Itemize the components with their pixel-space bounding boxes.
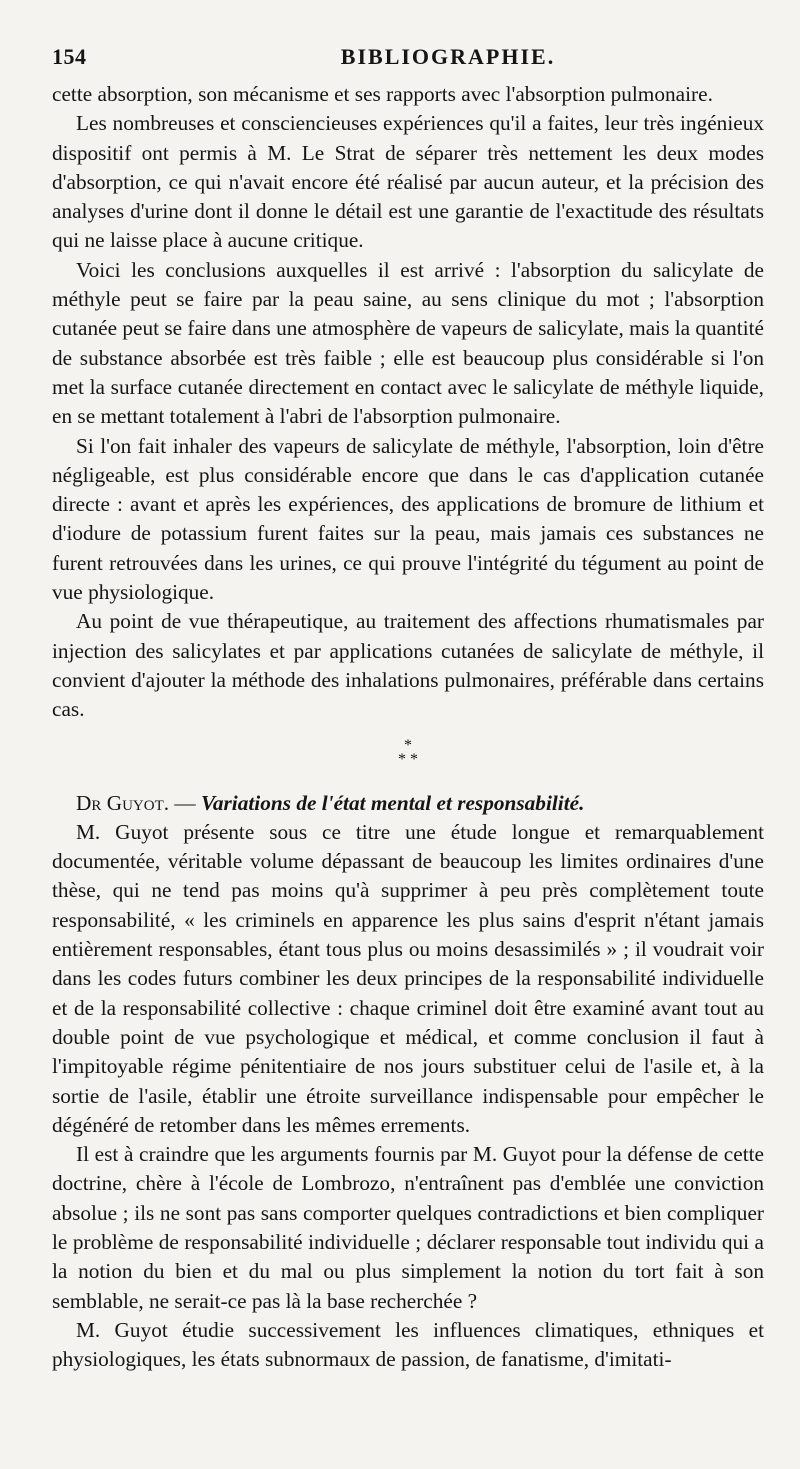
paragraph: Il est à craindre que les arguments fournis par M. Guyot pour la défense de cette doctrine, chère à l'école de Lombrozo, n'entraînent pas d'emblée une conviction absolue ; ils ne sont pas sans comporter quelques contradictions et bien compliquer le problème de responsabilité individuelle ; déclarer responsable tout individu qui a la notion du bien et du mal ou plus simplement la notion du tort fait à son semblable, ne serait-ce pas là la base recherchée ? <box>52 1142 764 1313</box>
review-book-title: Variations de l'état mental et responsabilité. <box>201 790 585 815</box>
page-number: 154 <box>52 44 87 69</box>
paragraph: Si l'on fait inhaler des vapeurs de salicylate de méthyle, l'absorption, loin d'être négligeable, est plus considérable encore que dans le cas d'application cutanée directe : avant et après les expériences, des applications de bromure de lithium et d'iodure de potassium furent faites sur la peau, mais jamais ces substances ne furent retrouvées dans les urines, ce qui prouve l'intégrité du tégument au point de vue physiologique. <box>52 433 764 605</box>
paragraph: cette absorption, son mécanisme et ses rapports avec l'absorption pulmonaire. <box>52 82 713 106</box>
paragraph: M. Guyot étudie successivement les influences climatiques, ethniques et physiologiques, les états subnormaux de passion, de fanatisme, d'imitati- <box>52 1317 764 1372</box>
asterism-top: * <box>404 736 412 754</box>
page-header <box>52 44 764 80</box>
paragraph: M. Guyot présente sous ce titre une étude longue et remarquablement documentée, véritable volume dépassant de beaucoup les limites ordinaires d'une thèse, qui ne tend pas moins qu'à supprimer à peu près complètement toute responsabilité, « les criminels en apparence les plus sains d'esprit n'étant jamais entièrement responsables, étant tous plus ou moins desassimilés » ; il voudrait voir dans les codes futurs combiner les deux principes de la responsabilité individuelle et de la responsabilité collective : chaque criminel doit être examiné avant tout au double point de vue psychologique et médical, et comme conclusion il faut à l'impitoyable régime pénitentiaire de nos jours substituer celui de l'asile et, à la sortie de l'asile, établir une étroite surveillance indispensable pour empêcher le dégénéré de retomber dans les mêmes errements. <box>52 819 764 1137</box>
body-text <box>52 80 764 1374</box>
review-heading <box>52 789 764 818</box>
asterism-separator <box>52 736 764 768</box>
paragraph: Les nombreuses et consciencieuses expériences qu'il a faites, leur très ingénieux dispositif ont permis à M. Le Strat de séparer très nettement les deux modes d'absorption, ce qui n'avait encore été réalisé par aucun auteur, et la précision des analyses d'urine dont il donne le détail est une garantie de l'exactitude des résultats qui ne laisse place à aucune critique. <box>52 111 764 253</box>
paragraph: Voici les conclusions auxquelles il est arrivé : l'absorption du salicylate de méthyle peut se faire par la peau saine, au sens clinique du mot ; l'absorption cutanée peut se faire dans une atmosphère de vapeurs de salicylate, mais la quantité de substance absorbée est très faible ; elle est beaucoup plus considérable si l'on met la surface cutanée directement en contact avec le salicylate de méthyle liquide, en se mettant totalement à l'abri de l'absorption pulmonaire. <box>52 257 764 429</box>
paragraph: Au point de vue thérapeutique, au traitement des affections rhumatismales par injection des salicylates et par applications cutanées de salicylate de méthyle, il convient d'ajouter la méthode des inhalations pulmonaires, préférable dans certains cas. <box>52 609 764 722</box>
review-author: Dr Guyot. <box>76 790 170 815</box>
review-dash: — <box>169 790 202 815</box>
asterism-bottom: * * <box>398 750 418 768</box>
running-head: BIBLIOGRAPHIE. <box>340 44 556 69</box>
